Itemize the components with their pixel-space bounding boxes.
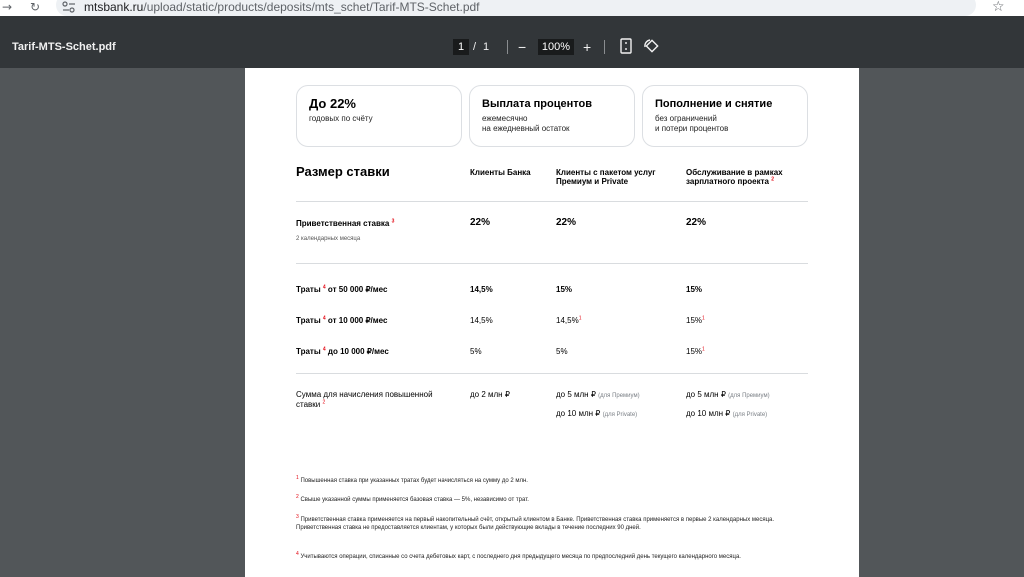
divider [296,373,808,374]
pdf-toolbar [0,16,1024,68]
row-label-spend: Траты $^4$ от 10 000 ₽/мес [296,315,388,325]
cell-value: до 5 млн ₽ (для Премиум) [556,390,640,399]
pdf-page [245,68,859,577]
cell-value: 15% [686,285,703,294]
toolbar-divider [507,40,508,54]
zoom-input[interactable]: 100% [538,39,574,55]
cell-value: до 10 млн ₽ (для Private) [556,409,638,418]
topup-card [642,85,808,147]
row-label-spend: Траты $^4$ от 50 000 ₽/мес [296,284,388,294]
back-arrow-icon[interactable]: → [2,0,13,14]
cell-value: 15%$^1$ [686,315,705,325]
cell-value: 22% [686,217,707,228]
row-sublabel: 2 календарных месяца [296,236,361,242]
url-text[interactable] [84,0,480,16]
card-text: годовых по счёту [309,114,373,123]
card-title: До 22% [309,96,356,111]
footnote: $^3$ Приветственная ставка применяется на первый накопительный счёт, открытый клиентом в Банке. Приветственная ставка применяется в первые 2 календарных месяца. Приветственная ставка не предоставляется клиентам, у которых были действующие вклады в течение последних 90 дней. [296,514,775,531]
card-title: Выплата процентов [482,98,592,110]
payout-card [469,85,635,147]
zoom-in-button[interactable]: + [583,39,592,55]
cell-value: 14,5%$^1$ [556,315,582,325]
footnote: $^4$ Учитываются операции, списанные со счета дебетовых карт, с последнего дня предыдущего месяца по предпоследний день текущего календарного месяца. [296,551,741,560]
row-label-spend: Траты $^4$ до 10 000 ₽/мес [296,346,389,356]
fit-page-icon[interactable] [617,37,635,55]
column-header-salary: Обслуживание в рамках зарплатного проекта $^2$ [686,168,783,186]
zoom-out-button[interactable]: − [518,39,527,55]
row-label-sum: Сумма для начисления повышенной ставки $^2$ [296,390,433,409]
page-total: 1 [483,41,490,53]
cell-value: 22% [470,217,491,228]
cell-value: до 5 млн ₽ (для Премиум) [686,390,770,399]
cell-value: 22% [556,217,577,228]
column-header-premium: Клиенты с пакетом услуг Премиум и Private [556,168,656,186]
rotate-icon[interactable] [642,37,660,55]
card-title: Пополнение и снятие [655,98,773,110]
footnote: $^1$ Повышенная ставка при указанных тратах будет начисляться на сумму до 2 млн. [296,475,528,484]
url-path: /upload/static/products/deposits/mts_schet/Tarif-MTS-Schet.pdf [143,0,480,14]
rate-card [296,85,462,147]
page-number-input[interactable]: 1 [453,39,469,55]
pdf-title: Tarif-MTS-Schet.pdf [12,41,116,53]
cell-value: 5% [556,347,568,356]
cell-value: 14,5% [470,285,493,294]
footnote: $^2$ Свыше указанной суммы применяется базовая ставка — 5%, независимо от трат. [296,494,529,503]
cell-value: 5% [470,347,482,356]
divider [296,263,808,264]
divider [296,201,808,202]
url-host: mtsbank.ru [84,0,144,14]
column-header-clients: Клиенты Банка [470,168,531,177]
table-title: Размер ставки [296,164,390,179]
browser-address-bar [0,0,1024,16]
cell-value: 15% [556,285,573,294]
row-label-welcome: Приветственная ставка $^3$ [296,218,395,228]
star-icon[interactable]: ☆ [992,0,1005,15]
toolbar-divider [604,40,605,54]
card-text: без ограничений и потери процентов [655,114,729,133]
cell-value: до 2 млн ₽ [470,390,510,399]
cell-value: 14,5% [470,316,493,325]
reload-icon[interactable]: ↻ [30,0,41,14]
cell-value: до 10 млн ₽ (для Private) [686,409,768,418]
site-settings-icon[interactable] [62,1,76,13]
page-separator: / [473,41,477,53]
cell-value: 15%$^1$ [686,346,705,356]
card-text: ежемесячно на ежедневный остаток [482,114,570,133]
